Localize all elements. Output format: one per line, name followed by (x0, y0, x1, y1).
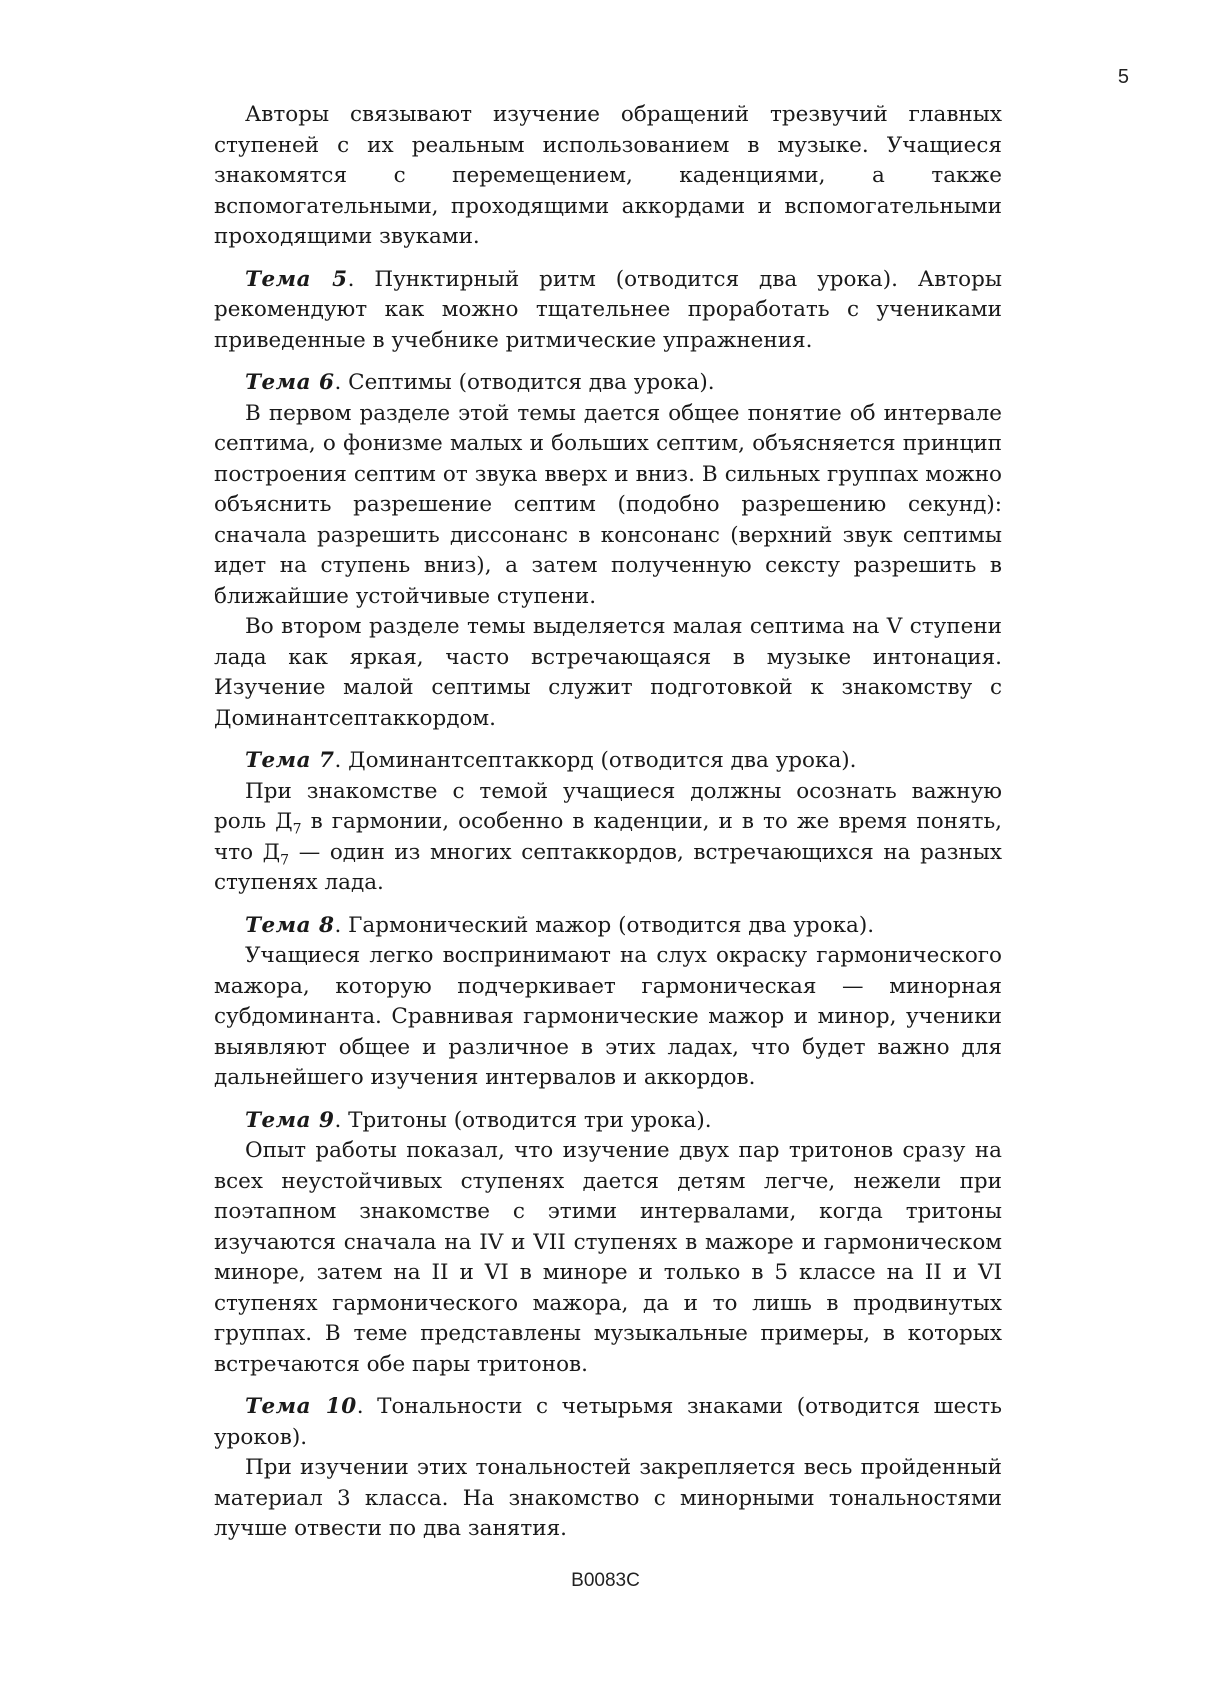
topic-8-heading (214, 911, 1002, 942)
topic-9-label: Тема 9 (245, 1107, 335, 1133)
topic-6-heading (214, 368, 1002, 399)
topic-7-label: Тема 7 (245, 748, 335, 773)
page-number: 5 (1117, 66, 1129, 88)
topic-7-text-b: в гармонии, особенно в каденции, и в то же время понять, что Д (214, 809, 1002, 865)
topic-6-label: Тема 6 (245, 370, 335, 395)
intro-paragraph: Авторы связывают изучение обращений трезвучий главных ступеней с их реальным использованием в музыке. Учащиеся знакомятся с перемещением, каденциями, а также вспомогательными, проходящими аккордами и вспомогательными проходящими звуками. (214, 102, 1002, 249)
topic-9-heading (214, 1106, 1002, 1137)
topic-6-paragraph-1: В первом разделе этой темы дается общее понятие об интервале септима, о фонизме малых и больших септим, объясняется принцип построения септим от звука вверх и вниз. В сильных группах можно объяснить разрешение септим (подобно разрешению секунд): сначала разрешить диссонанс в консонанс (верхний звук септимы идет на ступень вниз), а затем полученную сексту разрешить в ближайшие устойчивые ступени. (214, 400, 1002, 609)
topic-10-label: Тема 10 (245, 1394, 357, 1419)
topic-5-text: . Пунктирный ритм (отводится два урока). Авторы рекомендуют как можно тщательнее проработать с учениками приведенные в учебнике ритмические упражнения. (214, 266, 1002, 353)
topic-6-paragraph-2: Во втором разделе темы выделяется малая септима на V ступени лада как яркая, часто встречающаяся в музыке интонация. Изучение малой септимы служит подготовкой к знакомству с Доминантсептаккордом. (214, 614, 1002, 731)
topic-8-label: Тема 8 (245, 912, 335, 938)
topic-5-label: Тема 5 (245, 266, 348, 292)
topic-9-text: . Тритоны (отводится три урока). (334, 1107, 712, 1133)
topic-10-paragraph-1: При изучении этих тональностей закрепляется весь пройденный материал 3 класса. На знакомство с минорными тональностями лучше отвести по два занятия. (214, 1455, 1002, 1541)
topic-8-text: . Гармонический мажор (отводится два урока). (334, 912, 875, 938)
topic-10-heading (214, 1392, 1002, 1453)
topic-7-paragraph-1 (214, 777, 1002, 899)
subscript-7: 7 (292, 821, 302, 838)
topic-7-text: . Доминантсептаккорд (отводится два урока). (334, 748, 857, 773)
topic-8-paragraph-1: Учащиеся легко воспринимают на слух окраску гармонического мажора, которую подчеркивает гармоническая — минорная субдоминанта. Сравнивая гармонические мажор и минор, ученики выявляют общее и различное в этих ладах, что будет важно для дальнейшего изучения интервалов и аккордов. (214, 943, 1002, 1090)
topic-10-text: . Тональности с четырьмя знаками (отводится шесть уроков). (214, 1394, 1002, 1450)
topic-7-heading (214, 746, 1002, 777)
topic-7-text-c: — один из многих септаккордов, встречающихся на разных ступенях лада. (214, 839, 1002, 895)
topic-6-text: . Септимы (отводится два урока). (334, 370, 715, 395)
subscript-7: 7 (280, 851, 290, 868)
topic-7-text-a: При знакомстве с темой учащиеся должны осознать важную роль Д (214, 778, 1002, 834)
topic-5-paragraph (214, 265, 1002, 357)
footer-code: B0083C (571, 1570, 640, 1591)
page-body (214, 100, 1002, 1545)
topic-9-paragraph-1: Опыт работы показал, что изучение двух пар тритонов сразу на всех неустойчивых ступенях дается детям легче, нежели при поэтапном знакомстве с этими интервалами, когда тритоны изучаются сначала на IV и VII ступенях в мажоре и гармоническом миноре, затем на II и VI в миноре и только в 5 классе на II и VI ступенях гармонического мажора, да и то лишь в продвинутых группах. В теме представлены музыкальные примеры, в которых встречаются обе пары тритонов. (214, 1138, 1002, 1377)
